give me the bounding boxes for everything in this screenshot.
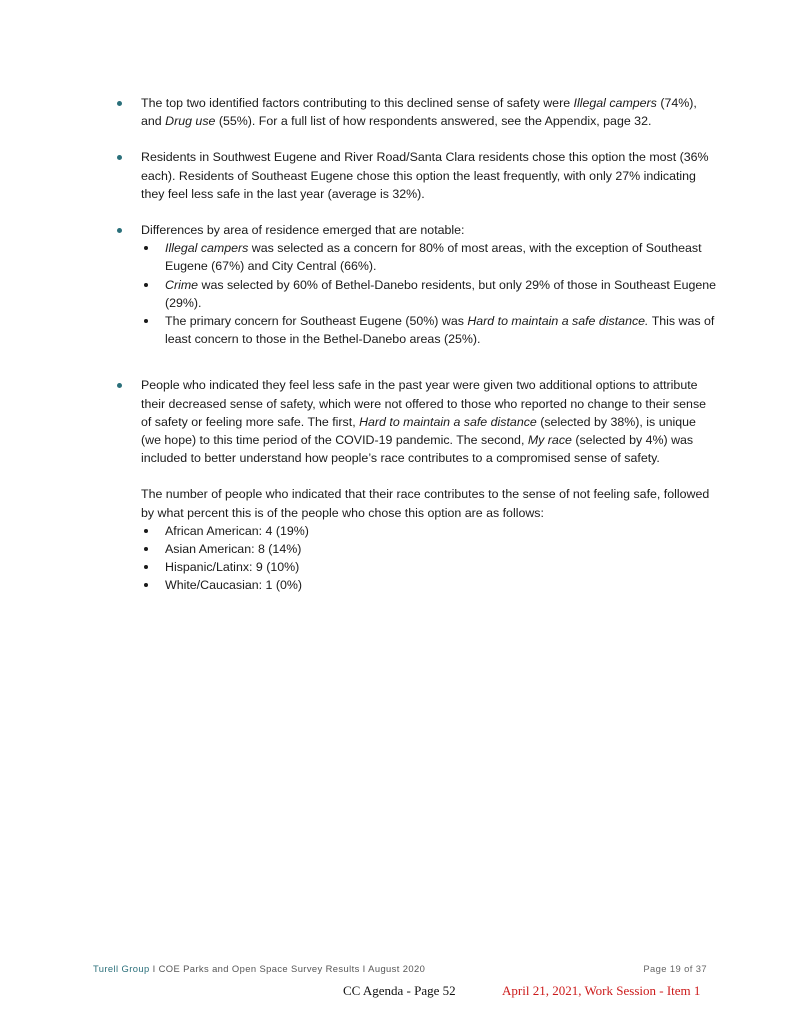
sub-bullet-dot <box>144 583 148 587</box>
bullet-dot <box>117 155 122 160</box>
footer-brand: Turell Group <box>93 963 150 974</box>
document-body <box>117 94 717 595</box>
agenda-page-label: CC Agenda - Page 52 <box>343 983 456 998</box>
sub-bullet-dot <box>144 547 148 551</box>
sub-item-illegal-campers: Illegal campers was selected as a concern for 80% of most areas, with the exception of Southeast Eugene (67%) and City Central (66%). <box>141 239 717 275</box>
work-session-label: April 21, 2021, Work Session - Item 1 <box>502 983 701 998</box>
bullet-less-safe-options <box>117 376 717 594</box>
race-list-item: Asian American: 8 (14%) <box>141 540 717 558</box>
sub-bullet-dot <box>144 246 148 250</box>
sub-bullet-dot <box>144 283 148 287</box>
footer-report-title: I COE Parks and Open Space Survey Results I August 2020 <box>149 963 426 974</box>
sub-item-primary-concern: The primary concern for Southeast Eugene (50%) was Hard to maintain a safe distance. This was of least concern to those in the Bethel-Danebo areas (25%). <box>141 312 717 348</box>
bullet-dot <box>117 228 122 233</box>
bullet-residents: Residents in Southwest Eugene and River Road/Santa Clara residents chose this option the most (36% each). Residents of Southeast Eugene chose this option the least frequently, with only 27% indicating they feel less safe in the last year (average is 32%). <box>117 148 717 203</box>
bullet-top-factors: The top two identified factors contributing to this declined sense of safety were Illegal campers (74%), and Drug use (55%). For a full list of how respondents answered, see the Appendix, page 32. <box>117 94 717 130</box>
race-list-item: White/Caucasian: 1 (0%) <box>141 576 717 594</box>
sub-bullet-dot <box>144 565 148 569</box>
page-footer <box>93 963 707 974</box>
sub-item-crime: Crime was selected by 60% of Bethel-Danebo residents, but only 29% of those in Southeast Eugene (29%). <box>141 276 717 312</box>
race-list-item: Hispanic/Latinx: 9 (10%) <box>141 558 717 576</box>
bullet-dot <box>117 101 122 106</box>
bullet-dot <box>117 383 122 388</box>
sub-bullet-dot <box>144 319 148 323</box>
page-number: Page 19 of 37 <box>643 963 707 974</box>
race-list-item: African American: 4 (19%) <box>141 522 717 540</box>
differences-intro: Differences by area of residence emerged that are notable: <box>141 223 465 238</box>
bullet-differences <box>117 221 717 348</box>
less-safe-paragraph: People who indicated they feel less safe in the past year were given two additional options to attribute their decreased sense of safety, which were not offered to those who reported no change to their sense of safety or feeling more safe. The first, Hard to maintain a safe distance (selected by 38%), is unique (we hope) to this time period of the COVID-19 pandemic. The second, My race (selected by 4%) was included to better understand how people’s race contributes to a compromised sense of safety. <box>141 378 707 466</box>
race-paragraph: The number of people who indicated that their race contributes to the sense of not feeling safe, followed by what percent this is of the people who chose this option are as follows: <box>141 487 710 520</box>
sub-bullet-dot <box>144 529 148 533</box>
